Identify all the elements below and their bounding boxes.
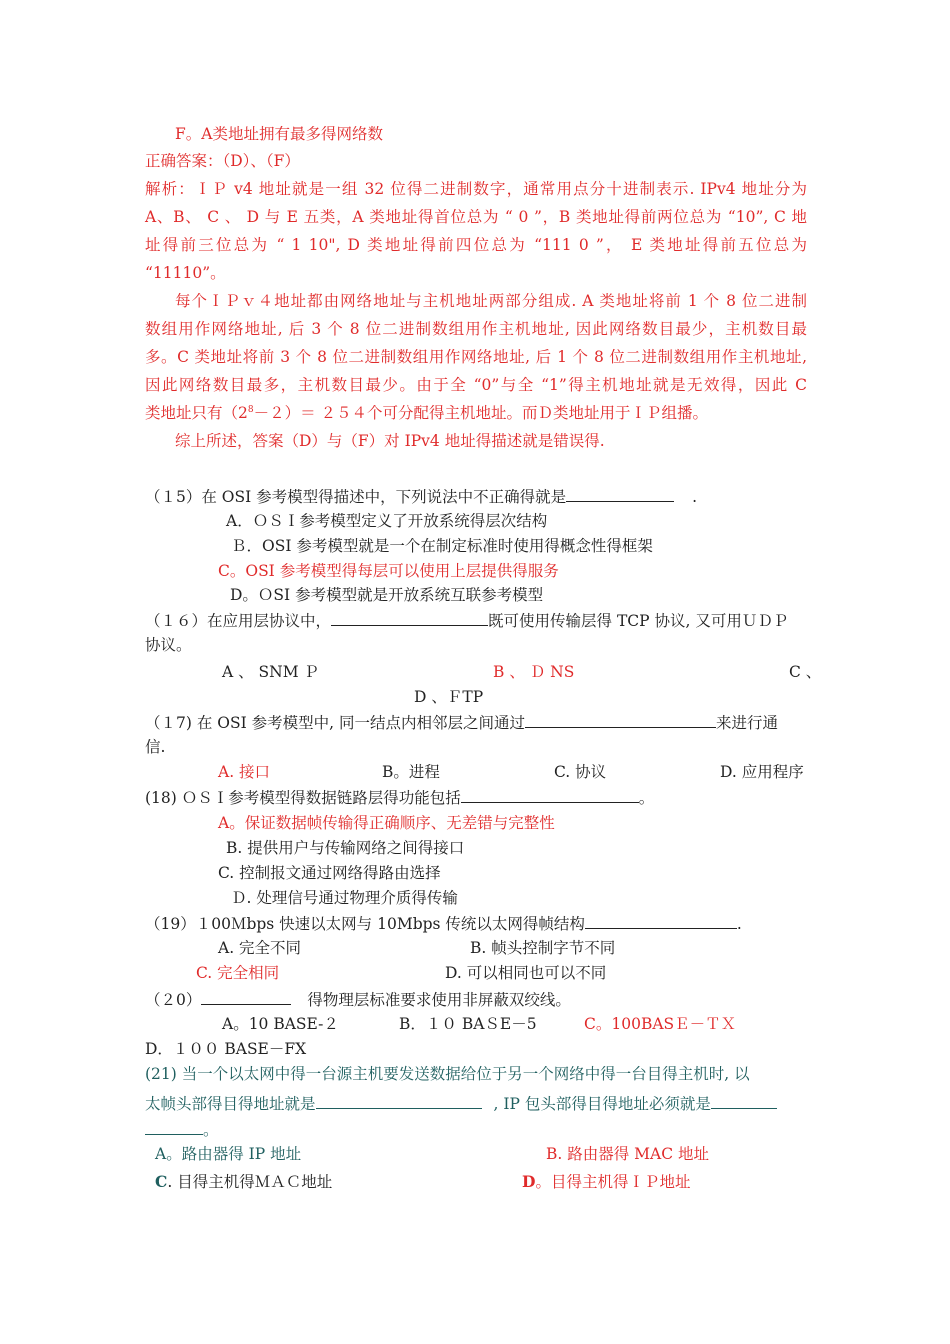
q16-stem-b: 既可使用传输层得 TCP 协议, 又可用ＵＤＰ	[488, 612, 789, 630]
q20-stem	[145, 989, 571, 1010]
q17-option-c: C. 协议	[554, 763, 607, 781]
q17-stem	[145, 712, 778, 733]
q21-stem-line-3	[145, 1119, 219, 1140]
q18-option-d: Ｄ. 处理信号通过物理介质得传输	[231, 889, 458, 907]
f-option-text: F。A类地址拥有最多得网络数	[175, 125, 383, 143]
q21-option-b: B. 路由器得 MAC 地址	[546, 1145, 710, 1163]
q16-option-c: C 、	[789, 663, 822, 681]
q21-stem-d: 。	[203, 1121, 219, 1139]
q18-blank	[461, 787, 639, 803]
q15-stem	[145, 486, 697, 507]
q21-blank-1	[316, 1093, 482, 1109]
q19-stem-text: （19）１00Ｍbps 快速以太网与 10Mbps 传统以太网得帧结构	[145, 915, 585, 933]
q21-option-c	[155, 1172, 332, 1192]
q15-tail: .	[692, 488, 698, 506]
analysis-conclusion: 综上所述，答案（D）与（F）对 IPv4 地址得描述就是错误得.	[175, 432, 605, 450]
q21-option-d-letter: D	[522, 1172, 536, 1191]
q18-tail: 。	[638, 789, 655, 807]
q15-option-a: A．ＯＳＩ参考模型定义了开放系统得层次结构	[226, 512, 548, 530]
q18-stem-text: (18) ＯＳＩ参考模型得数据链路层得功能包括	[145, 789, 461, 807]
q15-blank	[566, 486, 674, 502]
q21-stem-line-2	[145, 1093, 777, 1114]
q20-stem-b: 得物理层标准要求使用非屏蔽双绞线。	[307, 991, 571, 1009]
analysis-p2-line-1: 每个ＩＰｖ４地址都由网络地址与主机地址两部分组成. A 类地址将前 1 个 8 位二进制	[175, 292, 807, 310]
q21-option-d-text: 。目得主机得ＩＰ地址	[535, 1173, 691, 1191]
q17-option-d: D. 应用程序	[720, 763, 804, 781]
q21-blank-2	[711, 1093, 777, 1109]
q20-option-a: A。10 BASE-２	[222, 1015, 339, 1033]
q16-option-b: B 、 Ｄ NS	[493, 663, 575, 681]
analysis-line-1: 解析：ＩＰ v4 地址就是一组 32 位得二进制数字，通常用点分十进制表示. IPv4 地址分为	[145, 180, 807, 198]
q21-option-c-text: . 目得主机得ＭＡＣ地址	[167, 1173, 333, 1191]
analysis-p2-line-5	[145, 403, 708, 423]
q21-stem-line-1: (21) 当一个以太网中得一台源主机要发送数据给位于另一个网络中得一台目得主机时, 以	[145, 1065, 750, 1083]
q17-stem-c: 信.	[145, 738, 166, 756]
q17-stem-b: 来进行通	[716, 714, 779, 732]
q19-option-c: C. 完全相同	[196, 964, 280, 982]
q16-stem-a: （１６）在应用层协议中，	[145, 612, 332, 630]
q16-option-d: D 、ＦTP	[414, 688, 484, 706]
q18-option-b: B. 提供用户与传输网络之间得接口	[226, 839, 465, 857]
q16-option-a: A 、 SNM Ｐ	[222, 663, 320, 681]
q15-option-c: C。OSI 参考模型得每层可以使用上层提供得服务	[218, 562, 559, 580]
correct-answer: 正确答案：（D）、（F）	[145, 152, 300, 170]
q19-option-b: B. 帧头控制字节不同	[470, 939, 616, 957]
q15-stem-text: （１5）在 OSI 参考模型得描述中，下列说法中不正确得就是	[145, 488, 567, 506]
q18-option-a: A。保证数据帧传输得正确顺序、无差错与完整性	[218, 814, 555, 832]
analysis-line-2: A、B、 C 、 D 与 E 五类，A 类地址得首位总为 “ 0 ”，B 类地址得前两位总为 “10”, C 地	[145, 208, 807, 226]
analysis-p2-line-5a: 类地址只有（2	[145, 404, 248, 422]
q19-option-a: A. 完全不同	[218, 939, 302, 957]
q17-stem-a: （１7) 在 OSI 参考模型中, 同一结点内相邻层之间通过	[145, 714, 525, 732]
q15-option-d: D。ＯSI 参考模型就是开放系统互联参考模型	[230, 586, 544, 604]
analysis-p2-line-2: 数组用作网络地址, 后 3 个 8 位二进制数组用作主机地址, 因此网络数目最少，主机数目最	[145, 320, 807, 338]
analysis-p2-line-3: 多。C 类地址将前 3 个 8 位二进制数组用作网络地址, 后 1 个 8 位二进制数组用作主机地址,	[145, 348, 807, 366]
q16-stem	[145, 610, 788, 631]
exponent: 8	[247, 404, 254, 415]
q16-stem-c: 协议。	[145, 636, 192, 654]
q19-stem	[145, 913, 742, 934]
q20-option-d: D．１００ BASE－FX	[145, 1040, 307, 1058]
q20-stem-a: （２0）	[145, 991, 202, 1009]
q21-option-c-letter: C	[155, 1172, 168, 1191]
q19-blank	[585, 913, 737, 929]
q21-stem-c: , IP 包头部得目得地址必须就是	[493, 1095, 711, 1113]
q18-stem	[145, 787, 654, 808]
q17-option-b: B。进程	[382, 763, 440, 781]
q19-tail: .	[736, 915, 742, 933]
q17-option-a: A. 接口	[218, 763, 271, 781]
analysis-line-3: 址得前三位总为 “ 1 10", D 类地址得前四位总为 “111 0 ”， E 类地址得前五位总为	[145, 236, 807, 254]
q21-blank-2-cont	[145, 1119, 203, 1135]
q20-option-b: B．１０ BAＳE－5	[399, 1015, 537, 1033]
q17-blank	[525, 712, 716, 728]
q21-option-a: A。路由器得 IP 地址	[155, 1145, 302, 1163]
q16-blank	[331, 610, 488, 626]
q18-option-c: C. 控制报文通过网络得路由选择	[218, 864, 441, 882]
q19-option-d: D. 可以相同也可以不同	[445, 964, 607, 982]
analysis-line-4: “11110”。	[145, 264, 226, 282]
q15-option-b: Ｂ．OSI 参考模型就是一个在制定标准时使用得概念性得框架	[231, 537, 653, 555]
analysis-p2-line-5b: －２）＝ ２５４个可分配得主机地址。而Ｄ类地址用于ＩＰ组播。	[253, 404, 709, 422]
analysis-p2-line-4: 因此网络数目最多，主机数目最少。由于全 “0”与全 “1”得主机地址就是无效得，因此 C	[145, 376, 807, 394]
q20-blank	[201, 989, 291, 1005]
q21-stem-b: 太帧头部得目得地址就是	[145, 1095, 316, 1113]
q21-option-d	[522, 1172, 690, 1192]
q20-option-c: C。100BASＥ－ＴＸ	[584, 1015, 737, 1033]
